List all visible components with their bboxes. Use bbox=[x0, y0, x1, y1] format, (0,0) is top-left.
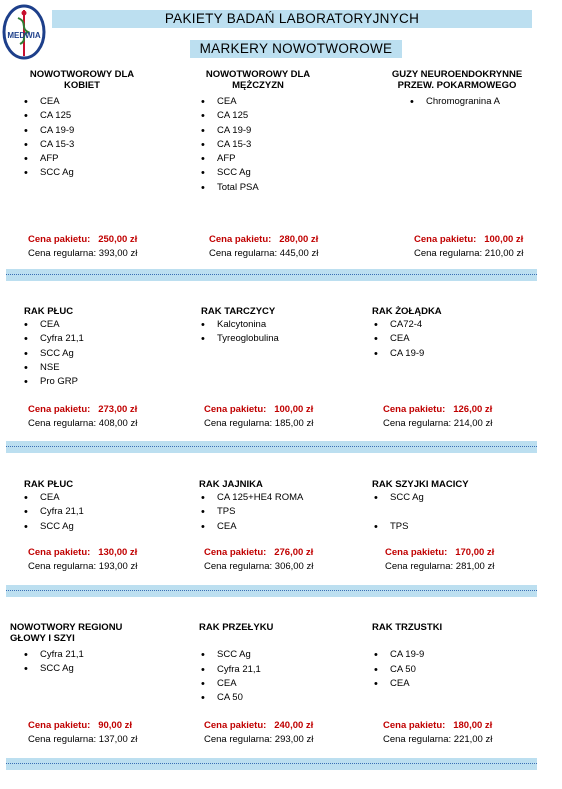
price-block bbox=[383, 403, 492, 431]
marker-item: • Cyfra 21,1 bbox=[22, 332, 84, 346]
regular-price-value: 293,00 zł bbox=[274, 734, 314, 745]
marker-list bbox=[22, 491, 84, 534]
package-price-value: 170,00 zł bbox=[455, 547, 495, 558]
package-price-label: Cena pakietu: bbox=[28, 234, 91, 245]
package-title-line: RAK PŁUC bbox=[24, 306, 74, 317]
package-title-line: KOBIET bbox=[64, 80, 100, 91]
package-price-label: Cena pakietu: bbox=[385, 547, 448, 558]
regular-price-value: 193,00 zł bbox=[98, 561, 138, 572]
section-divider bbox=[6, 585, 537, 597]
marker-item: • TPS bbox=[199, 505, 303, 519]
marker-item: • CA 19-9 bbox=[22, 124, 74, 138]
package-price-label: Cena pakietu: bbox=[28, 404, 91, 415]
package-title-line: MĘŻCZYZN bbox=[232, 80, 284, 91]
marker-item: • CEA bbox=[22, 95, 74, 109]
package-title bbox=[198, 69, 318, 91]
marker-list bbox=[199, 95, 259, 195]
package-price-label: Cena pakietu: bbox=[204, 720, 267, 731]
package-price-value: 273,00 zł bbox=[98, 404, 138, 415]
marker-item: • CEA bbox=[22, 491, 84, 505]
price-block bbox=[28, 233, 137, 261]
marker-item: • CA 125 bbox=[22, 109, 74, 123]
marker-list bbox=[408, 95, 500, 109]
marker-item: • SCC Ag bbox=[22, 520, 84, 534]
regular-price-label: Cena regularna: bbox=[209, 248, 278, 259]
marker-list bbox=[199, 318, 279, 347]
regular-price-label: Cena regularna: bbox=[385, 561, 454, 572]
package-price-label: Cena pakietu: bbox=[28, 547, 91, 558]
marker-item: • AFP bbox=[22, 152, 74, 166]
package-title-line: RAK ŻOŁĄDKA bbox=[372, 306, 442, 317]
marker-item: • CA 15-3 bbox=[199, 138, 259, 152]
package-price-label: Cena pakietu: bbox=[383, 720, 446, 731]
package-title bbox=[201, 306, 275, 317]
regular-price-label: Cena regularna: bbox=[28, 734, 97, 745]
marker-item: • CA 50 bbox=[372, 663, 424, 677]
package-title-line: NOWOTWOROWY DLA bbox=[29, 69, 135, 80]
marker-item: • CA 125+HE4 ROMA bbox=[199, 491, 303, 505]
price-block bbox=[28, 719, 137, 747]
package-price-value: 280,00 zł bbox=[279, 234, 319, 245]
package-title-line: NOWOTWORY REGIONU bbox=[10, 622, 123, 633]
regular-price-value: 137,00 zł bbox=[98, 734, 138, 745]
regular-price-label: Cena regularna: bbox=[28, 248, 97, 259]
regular-price-value: 185,00 zł bbox=[274, 418, 314, 429]
package-price-value: 240,00 zł bbox=[274, 720, 314, 731]
package-title-line: RAK PŁUC bbox=[24, 479, 74, 490]
package-price-label: Cena pakietu: bbox=[28, 720, 91, 731]
regular-price-label: Cena regularna: bbox=[383, 734, 452, 745]
package-title bbox=[372, 69, 542, 91]
package-price-value: 100,00 zł bbox=[274, 404, 314, 415]
marker-item: • CEA bbox=[372, 677, 424, 691]
package-price-value: 90,00 zł bbox=[98, 720, 133, 731]
marker-item: • SCC Ag bbox=[199, 648, 261, 662]
marker-list bbox=[372, 491, 424, 534]
package-title-line: RAK TRZUSTKI bbox=[372, 622, 443, 633]
marker-list bbox=[199, 491, 303, 534]
price-block bbox=[414, 233, 523, 261]
package-price-value: 250,00 zł bbox=[98, 234, 138, 245]
price-block bbox=[204, 403, 313, 431]
regular-price-value: 408,00 zł bbox=[98, 418, 138, 429]
package-title-line: RAK SZYJKI MACICY bbox=[372, 479, 469, 490]
section-divider bbox=[6, 441, 537, 453]
price-block bbox=[383, 719, 492, 747]
marker-item: • CA 50 bbox=[199, 691, 261, 705]
marker-item: • SCC Ag bbox=[22, 347, 84, 361]
marker-item: • CA 19-9 bbox=[199, 124, 259, 138]
page-title: PAKIETY BADAŃ LABORATORYJNYCH bbox=[52, 10, 532, 28]
marker-item: • Chromogranina A bbox=[408, 95, 500, 109]
section-divider bbox=[6, 269, 537, 281]
regular-price-label: Cena regularna: bbox=[28, 418, 97, 429]
regular-price-value: 214,00 zł bbox=[453, 418, 493, 429]
package-price-value: 130,00 zł bbox=[98, 547, 138, 558]
regular-price-label: Cena regularna: bbox=[204, 561, 273, 572]
regular-price-value: 210,00 zł bbox=[484, 248, 524, 259]
price-block bbox=[204, 719, 313, 747]
marker-list bbox=[22, 318, 84, 389]
marker-item: • CA 125 bbox=[199, 109, 259, 123]
marker-item: • Cyfra 21,1 bbox=[199, 663, 261, 677]
marker-item: • CEA bbox=[22, 318, 84, 332]
regular-price-value: 445,00 zł bbox=[279, 248, 319, 259]
regular-price-label: Cena regularna: bbox=[383, 418, 452, 429]
marker-item: • AFP bbox=[199, 152, 259, 166]
package-title bbox=[372, 306, 442, 317]
marker-list bbox=[22, 648, 84, 677]
package-price-label: Cena pakietu: bbox=[209, 234, 272, 245]
regular-price-value: 281,00 zł bbox=[455, 561, 495, 572]
marker-item: • SCC Ag bbox=[372, 491, 424, 505]
package-price-label: Cena pakietu: bbox=[204, 404, 267, 415]
marker-list bbox=[199, 634, 261, 705]
marker-item: • CA 15-3 bbox=[22, 138, 74, 152]
price-block bbox=[28, 546, 137, 574]
package-title-line: GUZY NEUROENDOKRYNNE bbox=[391, 69, 523, 80]
package-title-line: RAK PRZEŁYKU bbox=[199, 622, 274, 633]
package-price-label: Cena pakietu: bbox=[204, 547, 267, 558]
marker-item: • Cyfra 21,1 bbox=[22, 505, 84, 519]
marker-item: • Tyreoglobulina bbox=[199, 332, 279, 346]
regular-price-label: Cena regularna: bbox=[28, 561, 97, 572]
marker-item: • SCC Ag bbox=[22, 662, 84, 676]
marker-item: • CA72-4 bbox=[372, 318, 424, 332]
marker-item: • SCC Ag bbox=[199, 166, 259, 180]
package-title bbox=[199, 479, 263, 490]
page-subtitle: MARKERY NOWOTWOROWE bbox=[190, 40, 402, 58]
package-title-line: RAK TARCZYCY bbox=[201, 306, 276, 317]
package-price-label: Cena pakietu: bbox=[414, 234, 477, 245]
package-title-line: PRZEW. POKARMOWEGO bbox=[397, 80, 517, 91]
price-block bbox=[209, 233, 318, 261]
marker-item: • SCC Ag bbox=[22, 166, 74, 180]
regular-price-label: Cena regularna: bbox=[204, 418, 273, 429]
marker-item: • Kalcytonina bbox=[199, 318, 279, 332]
marker-item: • TPS bbox=[372, 520, 424, 534]
package-title-line: RAK JAJNIKA bbox=[199, 479, 263, 490]
marker-item: • CEA bbox=[199, 677, 261, 691]
price-block bbox=[385, 546, 494, 574]
logo-text: MEDWIA bbox=[7, 31, 41, 40]
regular-price-label: Cena regularna: bbox=[414, 248, 483, 259]
marker-item: • NSE bbox=[22, 361, 84, 375]
package-title-line: GŁOWY I SZYI bbox=[10, 633, 75, 644]
package-title bbox=[372, 479, 469, 490]
marker-item: • CA 19-9 bbox=[372, 648, 424, 662]
marker-list bbox=[372, 634, 424, 691]
package-price-value: 180,00 zł bbox=[453, 720, 493, 731]
price-block bbox=[204, 546, 313, 574]
marker-item: • CEA bbox=[199, 95, 259, 109]
package-title bbox=[24, 479, 73, 490]
marker-item: • Cyfra 21,1 bbox=[22, 648, 84, 662]
marker-list bbox=[372, 318, 424, 361]
marker-item: • Total PSA bbox=[199, 181, 259, 195]
marker-list bbox=[22, 95, 74, 181]
package-price-value: 100,00 zł bbox=[484, 234, 524, 245]
marker-item: • CA 19-9 bbox=[372, 347, 424, 361]
medwia-logo bbox=[2, 4, 46, 60]
regular-price-value: 221,00 zł bbox=[453, 734, 493, 745]
marker-item: • CEA bbox=[199, 520, 303, 534]
package-price-value: 126,00 zł bbox=[453, 404, 493, 415]
package-title bbox=[199, 622, 273, 633]
marker-item: • Pro GRP bbox=[22, 375, 84, 389]
package-title bbox=[24, 306, 73, 317]
regular-price-label: Cena regularna: bbox=[204, 734, 273, 745]
section-divider bbox=[6, 758, 537, 770]
package-title bbox=[372, 622, 442, 633]
regular-price-value: 306,00 zł bbox=[274, 561, 314, 572]
regular-price-value: 393,00 zł bbox=[98, 248, 138, 259]
package-title bbox=[22, 69, 142, 91]
package-price-label: Cena pakietu: bbox=[383, 404, 446, 415]
package-title bbox=[10, 622, 122, 644]
marker-item: • CEA bbox=[372, 332, 424, 346]
price-block bbox=[28, 403, 137, 431]
package-title-line: NOWOTWOROWY DLA bbox=[205, 69, 311, 80]
package-price-value: 276,00 zł bbox=[274, 547, 314, 558]
